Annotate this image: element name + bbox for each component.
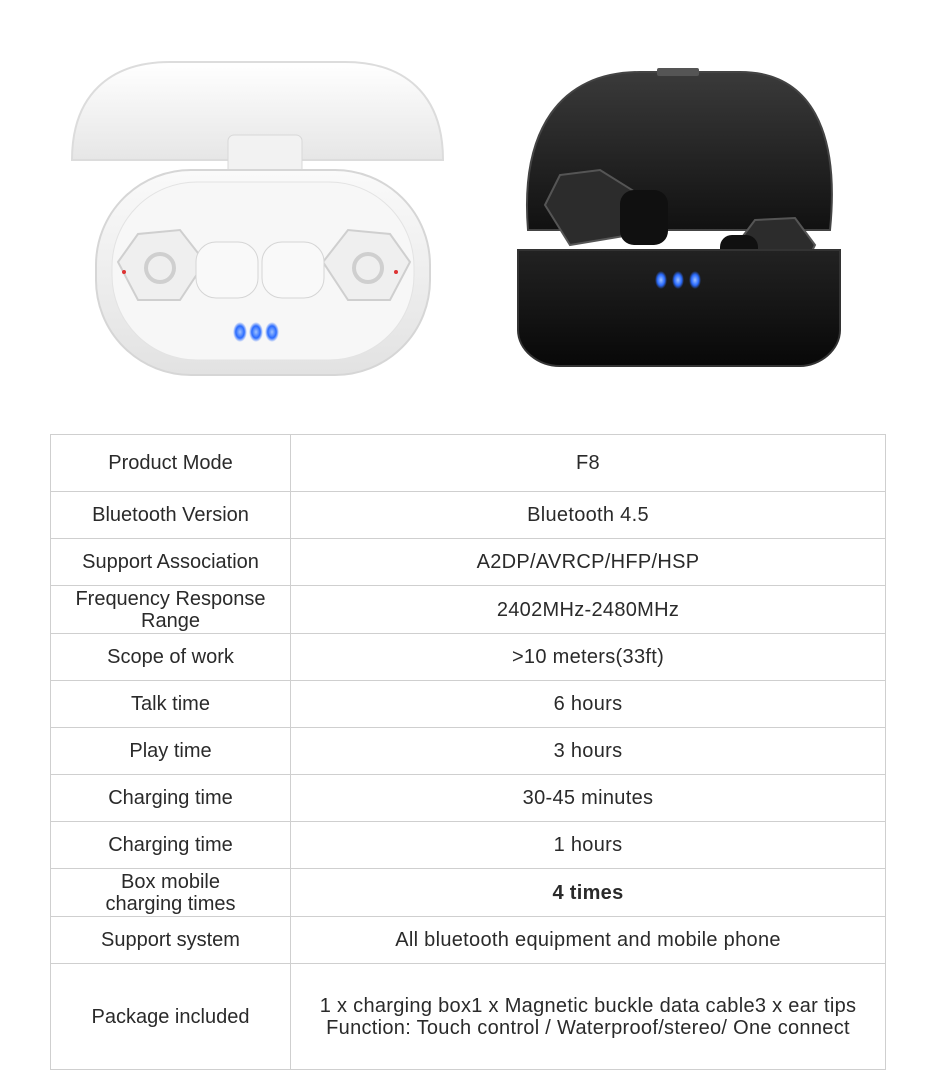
spec-value-text: 1 x charging box1 x Magnetic buckle data cable3 x ear tips	[319, 994, 857, 1017]
spec-row	[51, 539, 886, 586]
spec-label	[51, 728, 291, 775]
spec-row	[51, 728, 886, 775]
spec-value	[291, 492, 886, 539]
spec-value	[291, 681, 886, 728]
spec-label-text: Range	[141, 609, 200, 632]
spec-label-text: Support system	[101, 929, 240, 951]
spec-row	[51, 492, 886, 539]
spec-label	[51, 964, 291, 1070]
spec-label-text: Frequency Response	[75, 587, 266, 610]
spec-row	[51, 775, 886, 822]
spec-label	[51, 492, 291, 539]
spec-label-text: Product Mode	[108, 452, 233, 474]
spec-value	[291, 775, 886, 822]
spec-label	[51, 435, 291, 492]
spec-row	[51, 435, 886, 492]
spec-value-text: A2DP/AVRCP/HFP/HSP	[476, 551, 700, 573]
specification-table-body	[51, 435, 886, 1070]
spec-row	[51, 917, 886, 964]
spec-value	[291, 917, 886, 964]
spec-label-text: charging times	[105, 892, 236, 915]
spec-value-text: 2402MHz-2480MHz	[496, 598, 680, 621]
spec-label	[51, 586, 291, 634]
spec-label-text: Support Association	[82, 551, 259, 573]
spec-label-text: Box mobile	[121, 870, 220, 893]
spec-row	[51, 869, 886, 917]
spec-label-text: Charging time	[108, 787, 233, 809]
spec-label	[51, 539, 291, 586]
black-charging-case	[518, 68, 840, 366]
spec-label-text: Play time	[129, 740, 212, 762]
spec-value-text: 1 hours	[553, 834, 623, 856]
spec-row	[51, 964, 886, 1070]
product-image-area	[0, 0, 930, 420]
spec-value	[291, 728, 886, 775]
spec-row	[51, 634, 886, 681]
spec-row	[51, 586, 886, 634]
black-case-led-indicators	[655, 271, 701, 289]
spec-value-text: 4 times	[552, 881, 624, 904]
spec-value	[291, 869, 886, 917]
spec-label	[51, 681, 291, 728]
spec-label	[51, 775, 291, 822]
spec-label-text: Bluetooth Version	[92, 504, 249, 526]
spec-value-text: 6 hours	[553, 693, 623, 715]
spec-value-text: All bluetooth equipment and mobile phone	[395, 929, 781, 951]
spec-value	[291, 822, 886, 869]
spec-label	[51, 917, 291, 964]
white-case-led-indicators	[233, 322, 279, 342]
spec-label-text: Charging time	[108, 834, 233, 856]
spec-value	[291, 964, 886, 1070]
spec-value	[291, 539, 886, 586]
spec-value-text: 3 hours	[553, 740, 623, 762]
spec-value-text: >10 meters(33ft)	[511, 646, 665, 668]
spec-value-text: Function: Touch control / Waterproof/stereo/ One connect	[326, 1016, 850, 1039]
spec-value-text: Bluetooth 4.5	[527, 504, 649, 526]
spec-label-text: Talk time	[131, 693, 210, 715]
spec-label	[51, 822, 291, 869]
spec-value	[291, 435, 886, 492]
white-charging-case	[72, 62, 443, 375]
spec-label-text: Package included	[91, 1005, 250, 1028]
spec-label-text: Scope of work	[107, 646, 234, 668]
spec-value	[291, 586, 886, 634]
spec-label	[51, 634, 291, 681]
spec-label	[51, 869, 291, 917]
product-photos	[0, 0, 930, 420]
specification-table	[50, 434, 886, 1070]
spec-row	[51, 822, 886, 869]
spec-row	[51, 681, 886, 728]
spec-value	[291, 634, 886, 681]
spec-value-text: F8	[576, 452, 600, 474]
spec-value-text: 30-45 minutes	[522, 787, 654, 809]
